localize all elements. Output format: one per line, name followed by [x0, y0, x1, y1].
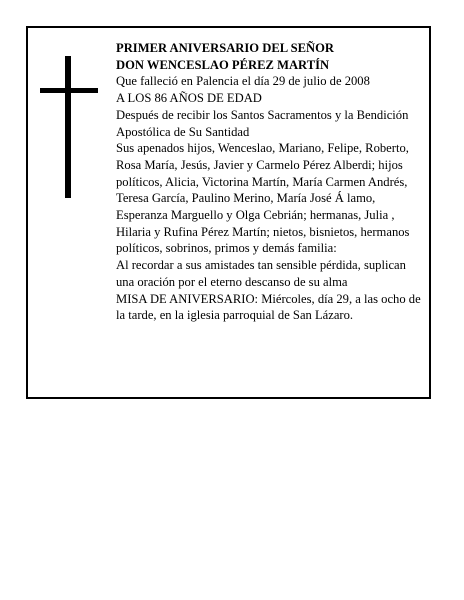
cross-vertical-bar — [65, 56, 71, 198]
family-paragraph: Sus apenados hijos, Wenceslao, Mariano, Felipe, Roberto, Rosa María, Jesús, Javier y Carmelo Pérez Alberdi; hijos políticos, Alicia, Victorina Martín, María Carmen Andrés, Teresa García, Paulino Merino, María José Á lamo, Esperanza Marguello y Olga Cebrián; hermanas, Julia , Hilaria y Rufina Pérez Martín; nietos, bisnietos, hermanos políticos, sobrinos, primos y demás familia: — [116, 141, 410, 256]
notice-text — [116, 40, 424, 324]
cross-horizontal-bar — [40, 88, 98, 93]
mass-info-paragraph: MISA DE ANIVERSARIO: Miércoles, día 29, a las ocho de la tarde, en la iglesia parroquial de San Lázaro. — [116, 291, 421, 323]
notice-heading-line2: DON WENCESLAO PÉREZ MARTÍN — [116, 57, 330, 72]
death-info: Que falleció en Palencia el día 29 de julio de 2008 — [116, 74, 370, 89]
prayer-request-paragraph: Al recordar a sus amistades tan sensible pérdida, suplican una oración por el eterno descanso de su alma — [116, 258, 406, 289]
obituary-notice — [26, 26, 431, 399]
cross-icon — [40, 56, 98, 198]
notice-heading-line1: PRIMER ANIVERSARIO DEL SEÑOR — [116, 41, 334, 55]
sacraments-paragraph: Después de recibir los Santos Sacramentos y la Bendición Apostólica de Su Santidad — [116, 107, 409, 139]
age-at-death: A LOS 86 AÑOS DE EDAD — [116, 91, 262, 106]
